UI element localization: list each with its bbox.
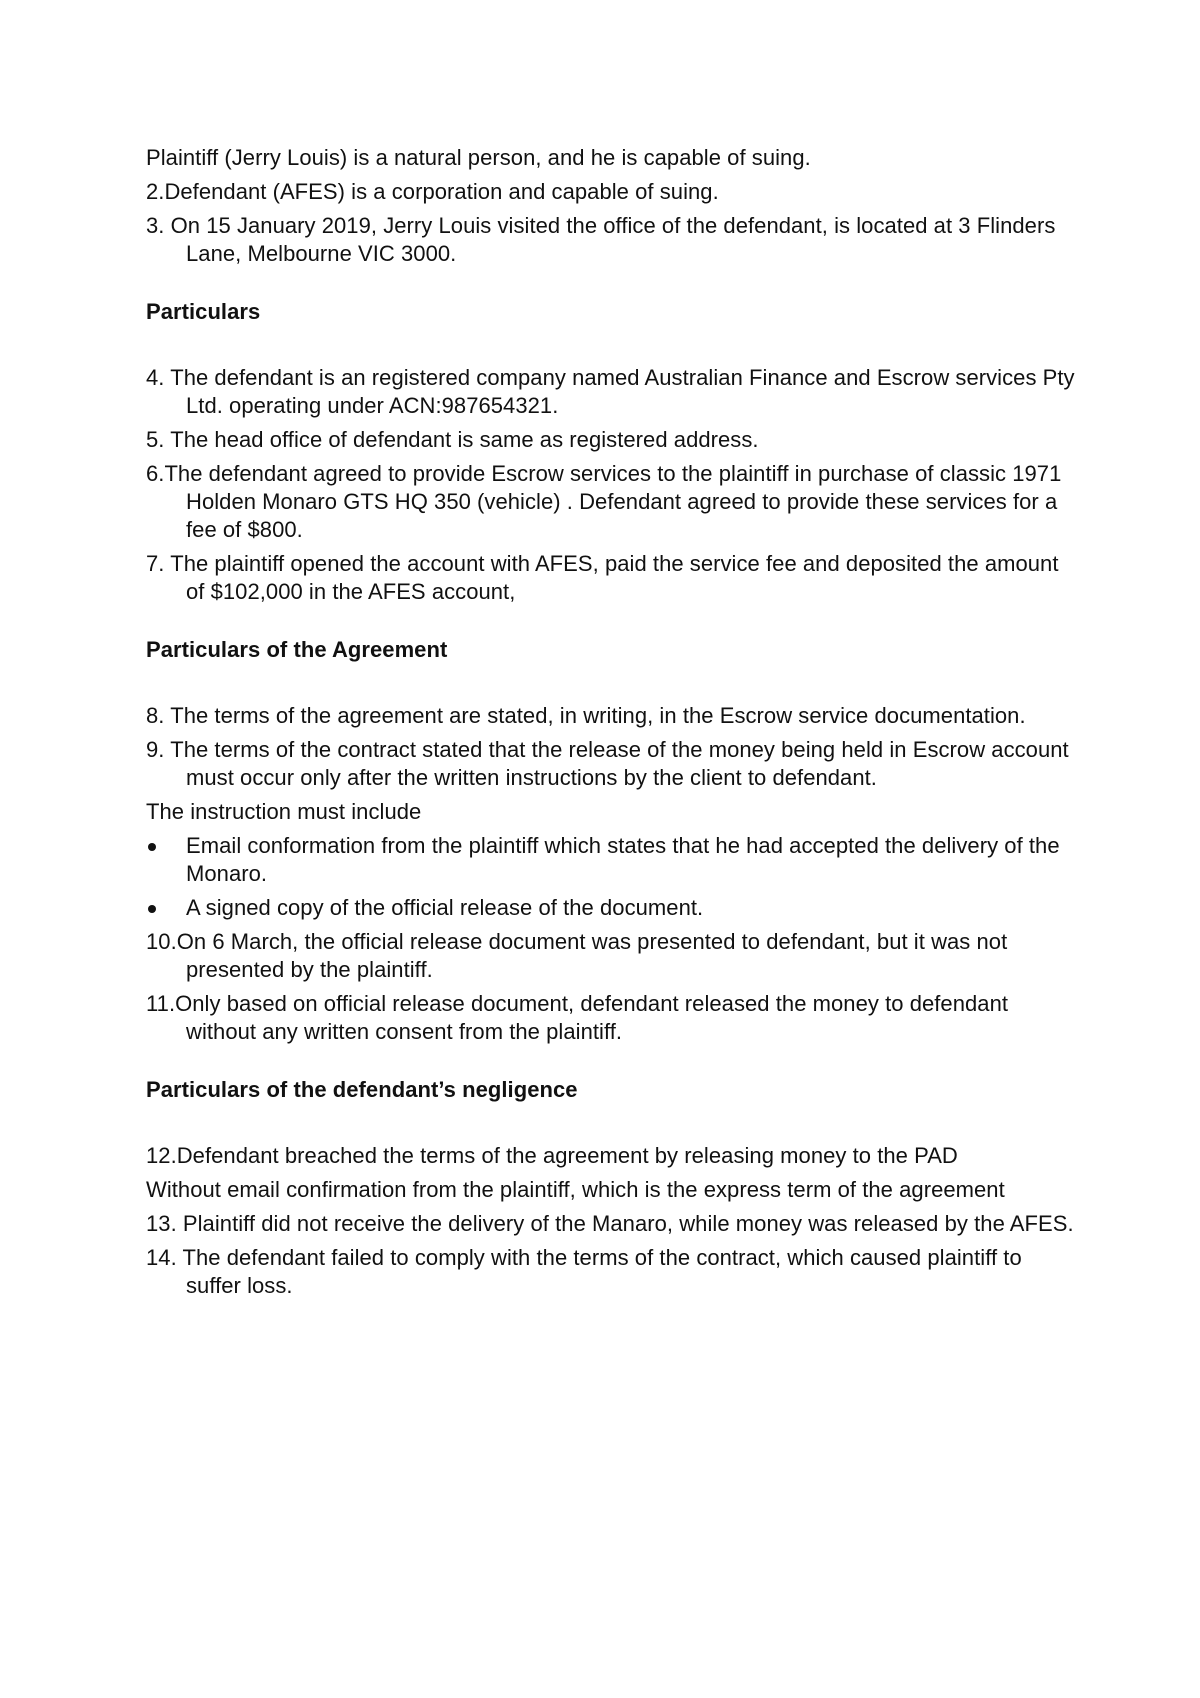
heading-negligence: Particulars of the defendant’s negligence xyxy=(146,1077,578,1102)
paragraph-14: 14. The defendant failed to comply with the terms of the contract, which caused plaintiff to suffer loss. xyxy=(146,1245,1022,1298)
document-page xyxy=(146,144,1076,1306)
heading-agreement: Particulars of the Agreement xyxy=(146,637,448,662)
bullet-text: Email conformation from the plaintiff which states that he had accepted the delivery of the Monaro. xyxy=(186,833,1060,886)
paragraph-4: 4. The defendant is an registered company named Australian Finance and Escrow services Pty Ltd. operating under ACN:987654321. xyxy=(146,365,1075,418)
bullet-item xyxy=(146,832,1076,888)
paragraph-5: 5. The head office of defendant is same as registered address. xyxy=(146,427,759,452)
paragraph-10: 10.On 6 March, the official release document was presented to defendant, but it was not presented by the plaintiff. xyxy=(146,929,1008,982)
paragraph-8: 8. The terms of the agreement are stated, in writing, in the Escrow service documentation. xyxy=(146,703,1026,728)
bullet-icon xyxy=(148,905,156,913)
paragraph-3: 3. On 15 January 2019, Jerry Louis visited the office of the defendant, is located at 3 Flinders Lane, Melbourne VIC 3000. xyxy=(146,213,1056,266)
paragraph-7: 7. The plaintiff opened the account with AFES, paid the service fee and deposited the amount of $102,000 in the AFES account, xyxy=(146,551,1059,604)
paragraph-12-line-1: 12.Defendant breached the terms of the agreement by releasing money to the PAD xyxy=(146,1143,958,1168)
instruction-intro: The instruction must include xyxy=(146,799,422,824)
bullet-item xyxy=(146,894,1076,922)
bullet-text: A signed copy of the official release of the document. xyxy=(186,895,704,920)
paragraph-12-line-2: Without email confirmation from the plaintiff, which is the express term of the agreement xyxy=(146,1177,1005,1202)
paragraph-2: 2.Defendant (AFES) is a corporation and capable of suing. xyxy=(146,179,719,204)
heading-particulars: Particulars xyxy=(146,299,261,324)
paragraph-1: Plaintiff (Jerry Louis) is a natural person, and he is capable of suing. xyxy=(146,145,811,170)
paragraph-6: 6.The defendant agreed to provide Escrow services to the plaintiff in purchase of classic 1971 Holden Monaro GTS HQ 350 (vehicle) . Defendant agreed to provide these services for a fee of $800. xyxy=(146,461,1062,542)
paragraph-9: 9. The terms of the contract stated that the release of the money being held in Escrow account must occur only after the written instructions by the client to defendant. xyxy=(146,737,1069,790)
bullet-icon xyxy=(148,843,156,851)
paragraph-13: 13. Plaintiff did not receive the delivery of the Manaro, while money was released by the AFES. xyxy=(146,1211,1074,1236)
instruction-bullet-list xyxy=(146,832,1076,922)
paragraph-11: 11.Only based on official release document, defendant released the money to defendant without any written consent from the plaintiff. xyxy=(146,991,1009,1044)
